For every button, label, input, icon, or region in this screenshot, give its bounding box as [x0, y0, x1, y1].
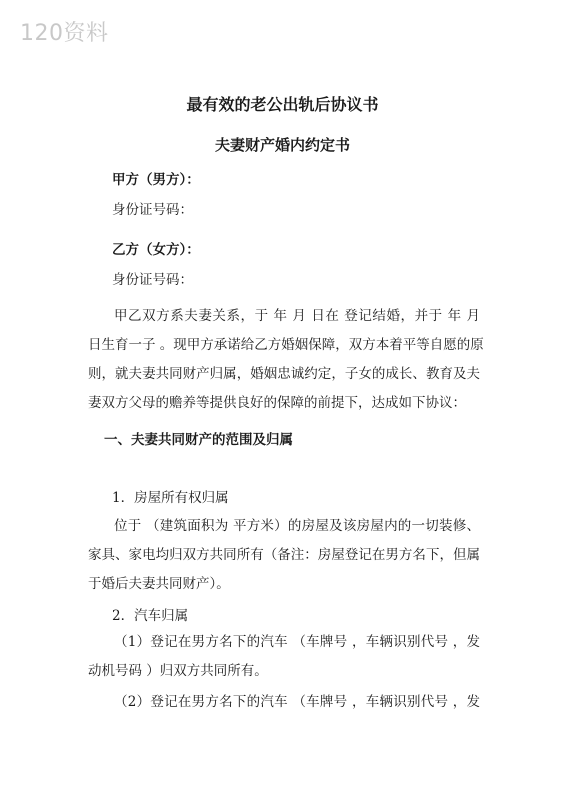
item-1-line: 家具、家电均归双方共同所有（备注：房屋登记在男方名下，但属: [88, 547, 480, 563]
document-subtitle: 夫妻财产婚内约定书: [214, 136, 350, 154]
intro-paragraph: [88, 302, 484, 418]
item-2-2-paragraph: [88, 688, 480, 717]
document-title: 最有效的老公出轨后协议书: [186, 95, 379, 114]
item-1-paragraph: [88, 512, 480, 599]
intro-line: 妻双方父母的赡养等提供良好的保障的前提下，达成如下协议：: [88, 395, 466, 411]
section-1-heading: 一、夫妻共同财产的范围及归属: [104, 432, 293, 448]
item-2-heading: 2．汽车归属: [112, 608, 189, 624]
item-1-line: 于婚后夫妻共同财产）。: [88, 576, 230, 592]
item-1-heading: 1．房屋所有权归属: [112, 490, 229, 506]
party-a-id-label: 身份证号码：: [112, 202, 193, 218]
intro-line: 日生育一子 。现甲方承诺给乙方婚姻保障，双方本着平等自愿的原: [88, 337, 484, 353]
intro-line: 则，就夫妻共同财产归属，婚姻忠诚约定，子女的成长、教育及夫: [88, 366, 480, 382]
item-2-1-line: （1）登记在男方名下的汽车 （车牌号 ，车辆识别代号 ，发: [114, 634, 480, 650]
item-1-line: 位于 （建筑面积为 平方米）的房屋及该房屋内的一切装修、: [114, 518, 480, 534]
item-2-1-line: 动机号码 ）归双方共同所有。: [88, 663, 268, 679]
party-a-label: 甲方（男方）：: [112, 172, 200, 188]
party-b-id-label: 身份证号码：: [112, 272, 193, 288]
item-2-1-paragraph: [88, 628, 480, 686]
watermark-logo: 120资料: [20, 21, 109, 46]
party-b-label: 乙方（女方）：: [112, 242, 200, 258]
intro-line: 甲乙双方系夫妻关系，于 年 月 日在 登记结婚，并于 年 月: [114, 308, 480, 324]
item-2-2-line: （2）登记在男方名下的汽车 （车牌号 ，车辆识别代号 ，发: [114, 694, 480, 710]
